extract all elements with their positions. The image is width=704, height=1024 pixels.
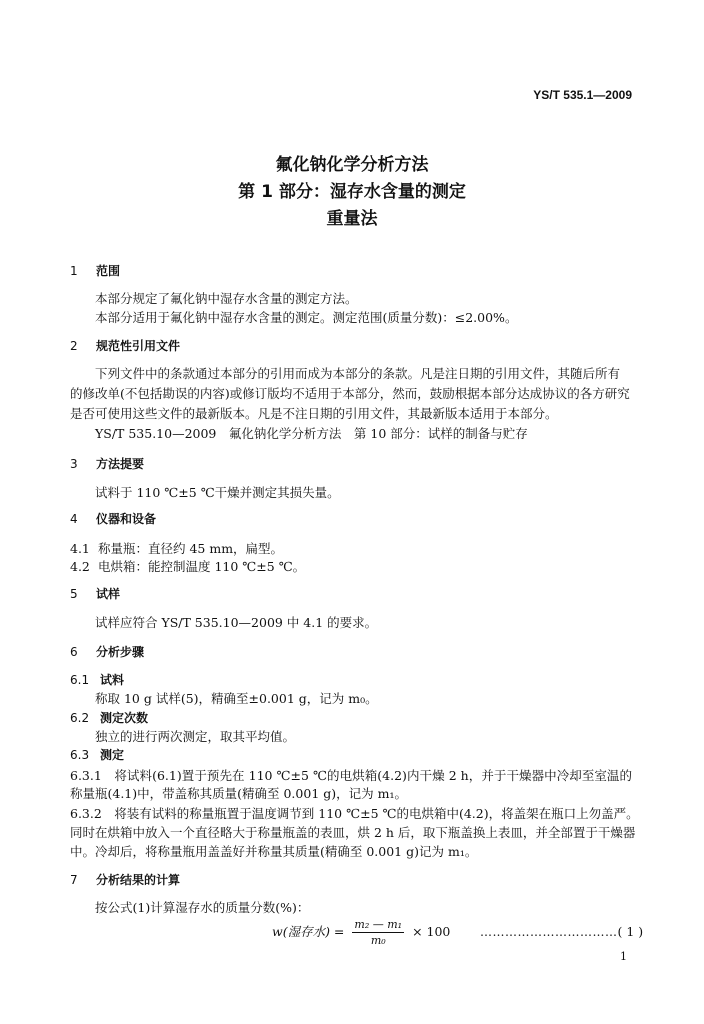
section-number: 6.1: [70, 673, 90, 687]
calculation-intro: 按公式(1)计算湿存水的质量分数(%)：: [95, 900, 310, 915]
title-line-1: 氟化钠化学分析方法: [275, 155, 429, 175]
subsection-6-2-heading: [70, 709, 148, 726]
section-3-heading: [70, 455, 144, 472]
section-number: 6: [70, 645, 78, 659]
section-number: 1: [70, 264, 78, 278]
formula-number: [480, 924, 643, 939]
section-title: 分析结果的计算: [96, 873, 181, 887]
formula-label: ( 1 ): [617, 924, 644, 939]
procedure-6-3-2-line-1: 6.3.2 将装有试料的称量瓶置于温度调节到 110 ℃±5 ℃的电烘箱中(4.2)，将盖架在瓶口上勿盖严。: [70, 806, 639, 821]
item-number: 4.2: [70, 559, 90, 574]
section-title: 范围: [96, 264, 121, 278]
scope-paragraph-2: 本部分适用于氟化钠中湿存水含量的测定。测定范围(质量分数)：≤2.00%。: [95, 310, 518, 325]
section-title: 试样: [96, 587, 121, 601]
section-6-heading: [70, 643, 144, 660]
section-title: 分析步骤: [96, 645, 145, 659]
section-number: 7: [70, 873, 78, 887]
procedure-6-3-2-line-2: 同时在烘箱中放入一个直径略大于称量瓶盖的表皿，烘 2 h 后，取下瓶盖换上表皿，并全部置于干燥器: [70, 825, 636, 840]
subsection-6-3-heading: [70, 746, 124, 763]
referenced-standard: YS/T 535.10—2009 氟化钠化学分析方法 第 10 部分：试样的制备与贮存: [95, 426, 528, 441]
section-number: 4: [70, 512, 78, 526]
formula-fraction: [352, 918, 404, 947]
method-principle: 试料于 110 ℃±5 ℃干燥并测定其损失量。: [95, 485, 340, 500]
references-line-1: 下列文件中的条款通过本部分的引用而成为本部分的条款。凡是注日期的引用文件，其随后所有: [95, 366, 621, 381]
section-2-heading: [70, 337, 180, 354]
standard-number: YS/T 535.1—2009: [533, 88, 632, 102]
section-number: 3: [70, 457, 78, 471]
section-title: 仪器和设备: [96, 512, 157, 526]
section-title: 方法提要: [96, 457, 145, 471]
apparatus-item-2: [70, 557, 305, 575]
test-portion-text: 称取 10 g 试样(5)，精确至±0.001 g，记为 m₀。: [95, 691, 378, 706]
section-7-heading: [70, 871, 180, 888]
leader-dots: ……………………………: [480, 925, 618, 939]
section-1-heading: [70, 262, 120, 279]
title-line-3: 重量法: [326, 209, 378, 229]
references-line-3: 是否可使用这些文件的最新版本。凡是不注日期的引用文件，其最新版本适用于本部分。: [70, 406, 558, 421]
section-4-heading: [70, 510, 156, 527]
item-number: 4.1: [70, 541, 90, 556]
formula-denominator: m₀: [370, 934, 386, 947]
page-number: 1: [620, 950, 627, 963]
item-text: 电烘箱：能控制温度 110 ℃±5 ℃。: [98, 559, 306, 574]
determinations-text: 独立的进行两次测定，取其平均值。: [95, 729, 296, 744]
scope-paragraph-1: 本部分规定了氟化钠中湿存水含量的测定方法。: [95, 291, 358, 306]
item-text: 称量瓶：直径约 45 mm，扁型。: [98, 541, 284, 556]
title-line-2: 第 1 部分：湿存水含量的测定: [238, 182, 466, 202]
apparatus-item-1: [70, 539, 283, 557]
procedure-6-3-1-line-2: 称量瓶(4.1)中，带盖称其质量(精确至 0.001 g)，记为 m₁。: [70, 786, 407, 801]
references-line-2: 的修改单(不包括勘误的内容)或修订版均不适用于本部分，然而，鼓励根据本部分达成协议的各方研究: [70, 386, 630, 401]
procedure-6-3-1-line-1: 6.3.1 将试料(6.1)置于预先在 110 ℃±5 ℃的电烘箱(4.2)内干燥 2 h，并于干燥器中冷却至室温的: [70, 768, 632, 783]
formula-lhs: w(湿存水) =: [272, 924, 345, 939]
procedure-6-3-2-line-3: 中。冷却后，将称量瓶用盖盖好并称量其质量(精确至 0.001 g)记为 m₁。: [70, 844, 478, 859]
section-number: 6.2: [70, 711, 90, 725]
sample-requirement: 试样应符合 YS/T 535.10—2009 中 4.1 的要求。: [95, 615, 378, 630]
formula-1: [272, 918, 450, 947]
section-number: 2: [70, 339, 78, 353]
section-title: 测定: [100, 748, 125, 762]
section-5-heading: [70, 585, 120, 602]
subsection-6-1-heading: [70, 671, 124, 688]
formula-numerator: m₂ — m₁: [354, 918, 403, 931]
section-title: 测定次数: [100, 711, 149, 725]
section-number: 6.3: [70, 748, 90, 762]
section-title: 规范性引用文件: [96, 339, 181, 353]
section-title: 试料: [100, 673, 125, 687]
formula-rhs: × 100: [412, 924, 451, 939]
section-number: 5: [70, 587, 78, 601]
